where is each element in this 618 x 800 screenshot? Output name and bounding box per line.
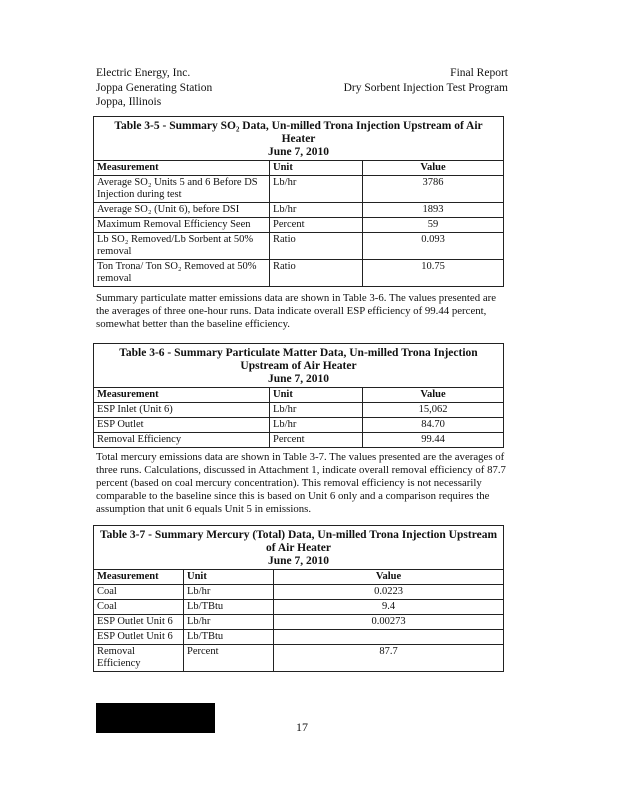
cell-value: 9.4 <box>274 600 504 615</box>
cell-unit: Percent <box>184 645 274 672</box>
station-name: Joppa Generating Station <box>96 81 213 94</box>
cell-measurement: Lb SO₂ Removed/Lb Sorbent at 50% removal <box>94 233 270 260</box>
cell-measurement: ESP Outlet Unit 6 <box>94 615 184 630</box>
table-title: Table 3-7 - Summary Mercury (Total) Data, Un-milled Trona Injection Upstream <box>99 529 498 541</box>
cell-measurement: Average SO₂ (Unit 6), before DSI <box>94 203 270 218</box>
cell-measurement: ESP Inlet (Unit 6) <box>94 403 270 418</box>
table-row <box>94 403 504 418</box>
table-row <box>94 615 504 630</box>
cell-value: 10.75 <box>363 260 504 287</box>
cell-measurement: Coal <box>94 600 184 615</box>
table-row <box>94 176 504 203</box>
cell-value: 15,062 <box>363 403 504 418</box>
cell-value: 0.093 <box>363 233 504 260</box>
cell-unit: Percent <box>270 218 363 233</box>
header-left <box>96 66 212 110</box>
table-date: June 7, 2010 <box>267 555 330 567</box>
col-header-measurement: Measurement <box>94 570 184 585</box>
col-header-measurement: Measurement <box>94 161 270 176</box>
table-title: Heater <box>281 133 316 145</box>
table-header-row <box>94 161 504 176</box>
cell-unit: Ratio <box>270 233 363 260</box>
cell-value: 3786 <box>363 176 504 203</box>
table-header-row <box>94 570 504 585</box>
cell-value: 1893 <box>363 203 504 218</box>
table-title: Table 3-6 - Summary Particulate Matter Data, Un-milled Trona Injection <box>119 347 478 359</box>
cell-measurement: ESP Outlet <box>94 418 270 433</box>
cell-unit: Lb/hr <box>270 203 363 218</box>
cell-unit: Lb/hr <box>270 418 363 433</box>
cell-value: 0.0223 <box>274 585 504 600</box>
table-3-7 <box>93 525 504 672</box>
table-3-6 <box>93 343 504 448</box>
table-row <box>94 630 504 645</box>
cell-value: 99.44 <box>363 433 504 448</box>
cell-unit: Lb/hr <box>184 615 274 630</box>
table-3-6-caption <box>93 343 504 387</box>
table-row <box>94 233 504 260</box>
table-row <box>94 203 504 218</box>
col-header-value: Value <box>363 161 504 176</box>
cell-unit: Lb/TBtu <box>184 630 274 645</box>
col-header-unit: Unit <box>270 388 363 403</box>
cell-measurement: Ton Trona/ Ton SO₂ Removed at 50% removal <box>94 260 270 287</box>
table-3-5-caption <box>93 116 504 160</box>
col-header-measurement: Measurement <box>94 388 270 403</box>
table-date: June 7, 2010 <box>267 373 330 385</box>
cell-unit: Lb/hr <box>270 403 363 418</box>
table-row <box>94 645 504 672</box>
header-right <box>344 66 508 95</box>
cell-measurement: Average SO₂ Units 5 and 6 Before DS Injection during test <box>94 176 270 203</box>
table-row <box>94 433 504 448</box>
table-title: Upstream of Air Heater <box>240 360 357 372</box>
paragraph-mercury: Total mercury emissions data are shown in Table 3-7. The values presented are the averages of three runs. Calculations, discussed in Attachment 1, indicate overall removal efficiency of 87.7 percent (based on coal mercury concentration). This removal efficiency is not necessarily comparable to the baseline since this is based on Unit 6 only and a comparison requires the assumption that unit 6 equals Unit 5 in emissions. <box>96 451 506 515</box>
program-name: Dry Sorbent Injection Test Program <box>343 81 508 94</box>
table-date: June 7, 2010 <box>267 146 330 158</box>
cell-measurement: Coal <box>94 585 184 600</box>
cell-measurement: Removal Efficiency <box>94 645 184 672</box>
cell-value: 59 <box>363 218 504 233</box>
redaction-block <box>96 703 215 733</box>
table-3-7-caption <box>93 525 504 569</box>
cell-unit: Lb/TBtu <box>184 600 274 615</box>
company-name: Electric Energy, Inc. <box>96 67 191 79</box>
cell-unit: Lb/hr <box>184 585 274 600</box>
cell-value: 87.7 <box>274 645 504 672</box>
table-row <box>94 260 504 287</box>
cell-measurement: Removal Efficiency <box>94 433 270 448</box>
cell-unit: Lb/hr <box>270 176 363 203</box>
location: Joppa, Illinois <box>96 96 162 108</box>
col-header-value: Value <box>363 388 504 403</box>
cell-unit: Ratio <box>270 260 363 287</box>
report-type: Final Report <box>450 67 508 79</box>
col-header-unit: Unit <box>184 570 274 585</box>
table-row <box>94 600 504 615</box>
col-header-value: Value <box>274 570 504 585</box>
page-number: 17 <box>296 720 308 734</box>
cell-value <box>274 630 504 645</box>
paragraph-particulate: Summary particulate matter emissions data are shown in Table 3-6. The values presented are the averages of three one-hour runs. Data indicate overall ESP efficiency of 99.44 percent, somewhat better than the baseline efficiency. <box>96 292 497 330</box>
table-row <box>94 585 504 600</box>
table-3-5 <box>93 116 504 287</box>
table-row <box>94 418 504 433</box>
table-title: Table 3-5 - Summary SO₂ Data, Un-milled Trona Injection Upstream of Air <box>114 120 483 132</box>
cell-unit: Percent <box>270 433 363 448</box>
cell-measurement: Maximum Removal Efficiency Seen <box>94 218 270 233</box>
table-row <box>94 218 504 233</box>
cell-value: 0.00273 <box>274 615 504 630</box>
table-title: of Air Heater <box>266 542 331 554</box>
table-header-row <box>94 388 504 403</box>
cell-value: 84.70 <box>363 418 504 433</box>
cell-measurement: ESP Outlet Unit 6 <box>94 630 184 645</box>
col-header-unit: Unit <box>270 161 363 176</box>
